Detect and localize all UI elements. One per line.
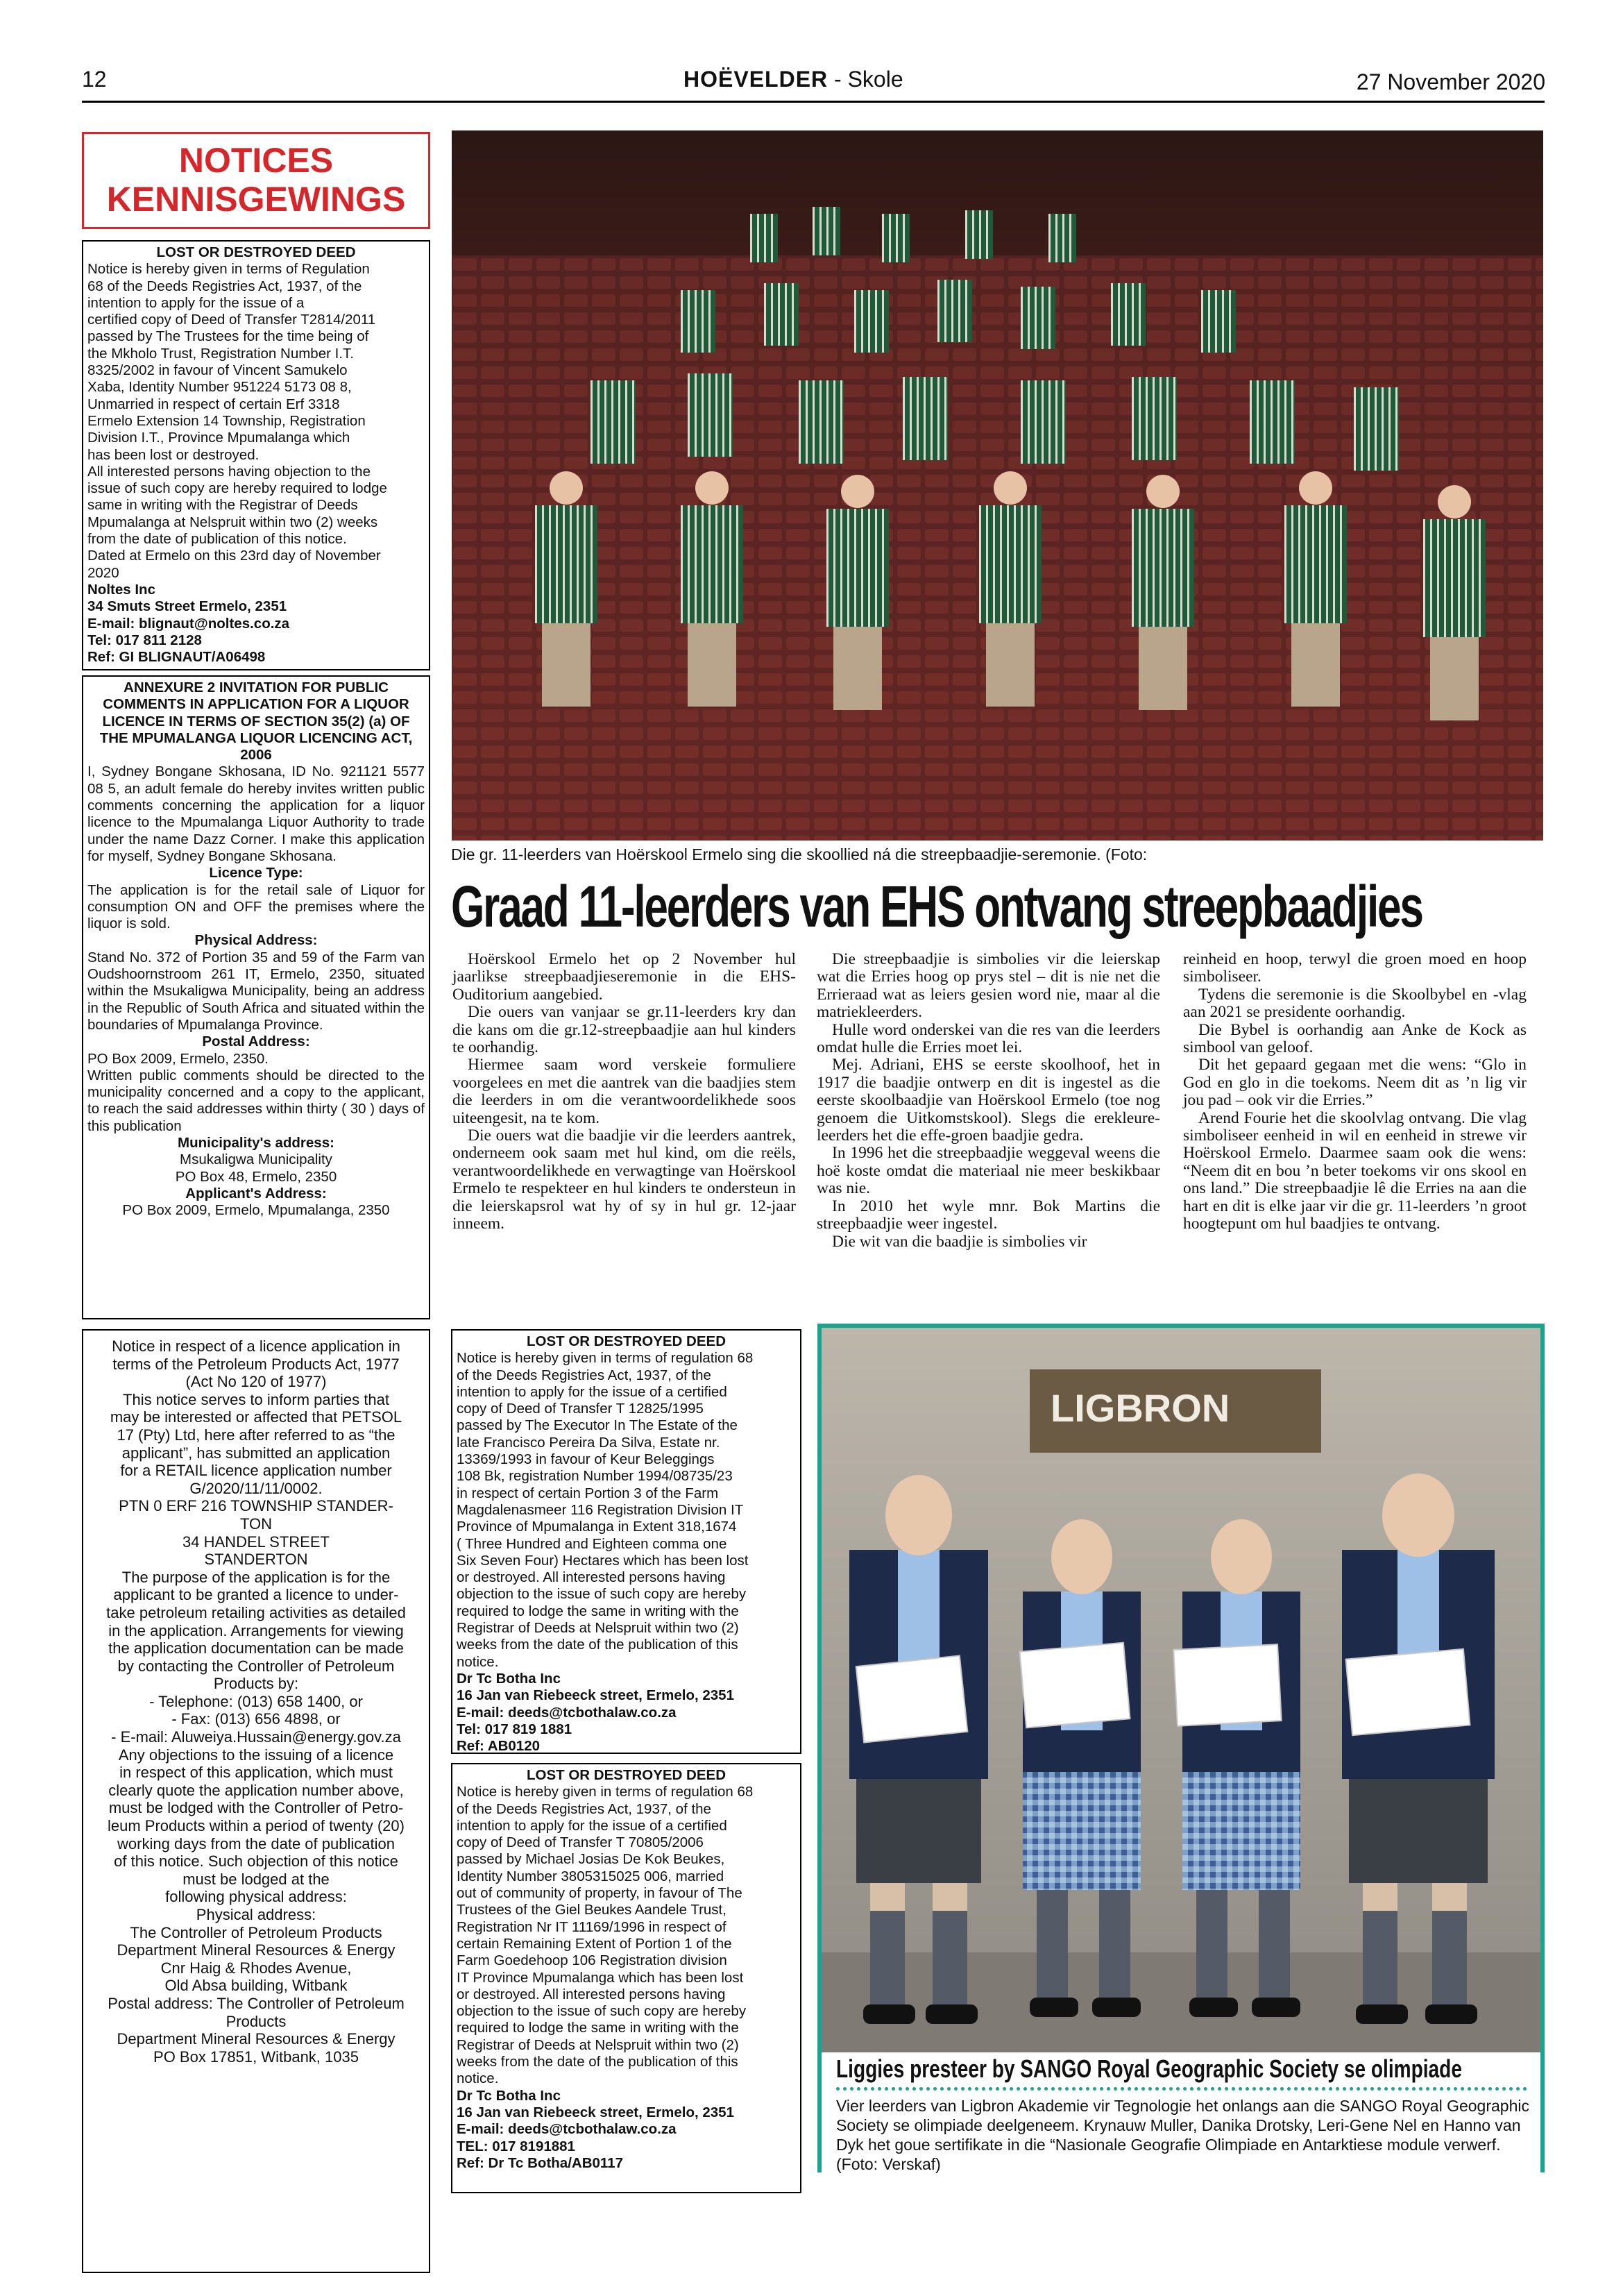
notice-line: terms of the Petroleum Products Act, 1977 [112,1355,400,1373]
contact-email: E-mail: deeds@tcbothalaw.co.za [457,1704,677,1721]
notice-line: Notice is hereby given in terms of Regulation [87,261,370,278]
notice-line: clearly quote the application number above, [108,1781,404,1799]
liquor-notice-title: ANNEXURE 2 INVITATION FOR PUBLIC COMMENTS IN APPLICATION FOR A LIQUOR LICENCE IN TERMS OF SECTION 35(2) (a) OF THE MPUMALANGA LIQUOR LICENCING ACT, 2006 [99,679,413,763]
notice-line: Physical address: [196,1906,316,1923]
contact-email: E-mail: deeds@tcbothalaw.co.za [457,2121,677,2138]
article-headline: Graad 11-leerders van EHS ontvang streepbaadjies [451,874,1422,939]
learners-photo [822,1328,1540,2052]
notice-line: Identity Number 3805315025 006, married [457,1868,724,1884]
notice-line: Magdalenasmeer 116 Registration Division IT [457,1501,744,1518]
notice-line: for a RETAIL licence application number [120,1462,392,1480]
article-paragraph: Tydens die seremonie is die Skoolbybel en -vlag aan 2021 se presidente oorhandig. [1183,985,1527,1022]
notice-line: from the date of publication of this notice. [87,531,347,548]
deed-notice-2 [451,1329,801,1754]
notice-line: ( Three Hundred and Eighteen comma one [457,1535,727,1552]
notice-line: Old Absa building, Witbank [164,1977,348,1995]
notice-line: 108 Bk, registration Number 1994/08735/23 [457,1468,733,1485]
notice-line: same in writing with the Registrar of Deeds [87,497,358,514]
petroleum-licence-notice [82,1329,430,2273]
notice-line: Registrar of Deeds at Nelspruit within two (2) [457,1620,739,1637]
deed-notice-3-title: LOST OR DESTROYED DEED [526,1767,726,1783]
notice-line: Notice is hereby given in terms of regulation 68 [457,1784,754,1800]
comments-instructions: Written public comments should be directed to the municipality concerned and a copy to the applicant, to reach the said addresses within thirty ( 30 ) days of this publication [87,1067,425,1134]
feature-headline: Liggies presteer by SANGO Royal Geographic Society se olimpiade [836,2054,1462,2083]
notice-line: Registration Nr IT 11169/1996 in respect of [457,1918,726,1935]
municipality-label: Municipality's address: [178,1135,334,1151]
notice-line: This notice serves to inform parties that [123,1390,389,1408]
notice-line: The purpose of the application is for the [121,1568,391,1586]
notice-line: of the Deeds Registries Act, 1937, of the [457,1800,711,1817]
notice-line: intention to apply for the issue of a [87,294,305,311]
notice-line: intention to apply for the issue of a certified [457,1383,727,1400]
masthead [683,67,903,92]
notice-line: - Fax: (013) 656 4898, or [171,1710,341,1728]
notice-line: in respect of certain Portion 3 of the Farm [457,1485,719,1501]
notice-line: passed by The Executor In The Estate of the [457,1417,738,1434]
notice-line: Farm Goedehoop 106 Registration division [457,1952,727,1969]
licence-type-label: Licence Type: [209,865,303,881]
feature-divider [836,2087,1527,2091]
notice-line: may be interested or affected that PETSOL [110,1408,402,1426]
notice-line: Xaba, Identity Number 951224 5173 08 8, [87,379,352,396]
deed-notice-1 [82,240,430,670]
notice-line: Products by: [213,1675,299,1693]
liquor-notice-intro: I, Sydney Bongane Skhosana, ID No. 921121 5577 08 5, an adult female do hereby invites written public comments concerning the application for a liquor licence to the Mpumalanga Liquor Authority to trade under the name Dazz Corner. I make this application for myself, Sydney Bongane Skhosana. [87,763,425,864]
notices-heading-en: NOTICES [178,141,334,180]
notice-line: must be lodged at the [182,1870,330,1888]
contact-line: TEL: 017 8191881 [457,2138,575,2154]
notice-line: certified copy of Deed of Transfer T2814/2011 [87,312,376,328]
notice-line: Six Seven Four) Hectares which has been lost [457,1552,749,1569]
notice-line: Ermelo Extension 14 Township, Registration [87,412,366,429]
petroleum-notice-body [89,1337,423,2066]
article-paragraph: Die Bybel is oorhandig aan Anke de Kock as simbool van geloof. [1183,1020,1527,1057]
article-column-1 [452,951,796,1233]
notice-line: 17 (Pty) Ltd, here after referred to as “the [117,1426,396,1444]
notice-line: required to lodge the same in writing with the [457,2020,739,2036]
licence-type: The application is for the retail sale of Liquor for consumption ON and OFF the premises where the liquor is sold. [87,881,425,932]
notice-line: Registrar of Deeds at Nelspruit within two (2) [457,2036,739,2053]
article-paragraph: Die ouers van vanjaar se gr.11-leerders kry dan die kans om die gr.12-streepbaadjie aan hul kinders te oorhandig. [452,1003,796,1057]
article-paragraph: Hulle word onderskei van die res van die leerders omdat hulle die Erries moet lei. [817,1020,1160,1057]
notice-line: applicant”, has submitted an application [121,1444,391,1462]
physical-address: Stand No. 372 of Portion 35 and 59 of the Farm van Oudshoornstroom 261 IT, Ermelo, 2350, situated within the Msukaligwa Municipality, being an address in the Republic of South Africa and situated within the boundaries of Mpumalanga Province. [87,949,425,1033]
notice-line: The Controller of Petroleum Products [130,1923,382,1941]
deed-notice-3 [451,1763,801,2193]
ligbron-sign-text: LIGBRON [1051,1386,1230,1430]
notice-line: certain Remaining Extent of Portion 1 of the [457,1935,732,1952]
notice-line: Any objections to the issuing of a licence [118,1746,394,1764]
notice-line: Products [226,2012,287,2030]
contact-line: Tel: 017 819 1881 [457,1721,572,1737]
municipality-line: Msukaligwa Municipality [180,1151,332,1168]
notice-line: or destroyed. All interested persons having [457,1986,726,2002]
article-paragraph: Die streepbaadjie is simbolies vir die leierskap wat die Erries hoog op prys stel – dit is nie net die Errieraad wat as leiers gesien word nie, maar al die matriekleerders. [817,950,1160,1022]
issue-date: 27 November 2020 [1356,69,1545,94]
notice-line: must be lodged with the Controller of Petro- [108,1799,404,1817]
notice-line: by contacting the Controller of Petroleum [117,1657,395,1675]
notice-line: 13369/1993 in favour of Keur Beleggings [457,1451,715,1468]
notice-line: applicant to be granted a licence to under- [113,1586,399,1604]
notice-line: IT Province Mpumalanga which has been lost [457,1969,744,1986]
notice-line: issue of such copy are hereby required to lodge [87,480,387,497]
contact-line: Ref: Dr Tc Botha/AB0117 [457,2154,623,2171]
notice-line: weeks from the date of the publication of this [457,2054,738,2070]
contact-line: Tel: 017 811 2128 [87,632,202,648]
article-paragraph: Die wit van die baadjie is simbolies vir [832,1232,1087,1251]
notice-line: PO Box 17851, Witbank, 1035 [153,2048,359,2066]
notice-line: Notice is hereby given in terms of regulation 68 [457,1350,754,1367]
contact-line: 34 Smuts Street Ermelo, 2351 [87,598,287,615]
article-paragraph: In 2010 het wyle mnr. Bok Martins die streepbaadjie weer ingestel. [817,1197,1160,1233]
notice-line: STANDERTON [204,1551,308,1569]
notice-line: the application documentation can be made [108,1639,404,1657]
notice-line: - Telephone: (013) 658 1400, or [149,1692,363,1710]
masthead-section: - Skole [828,67,903,92]
contact-email: E-mail: blignaut@noltes.co.za [87,615,290,632]
notice-line: working days from the date of publication [117,1834,395,1852]
notice-line: 2020 [87,564,119,581]
notice-line: following physical address: [165,1888,347,1906]
notice-line: - E-mail: Aluweiya.Hussain@energy.gov.za [111,1728,401,1746]
notice-line: Postal address: The Controller of Petroleum [108,1994,405,2012]
notice-line: 68 of the Deeds Registries Act, 1937, of the [87,278,362,294]
notice-line: passed by The Trustees for the time being of [87,328,369,345]
notice-line: out of community of property, in favour of The [457,1885,742,1902]
article-paragraph: Mej. Adriani, EHS se eerste skoolhoof, het in 1917 die baadjie ontwerp en dit is ingestel as die eerste skoolbaadjie van Hoërskool Ermelo (toe nog genoem die Uitkomstskool). Slegs die erekleure-leerders het die effe-groen baadjie gedra. [817,1056,1160,1145]
notices-heading [82,132,430,229]
deed-notice-1-title: LOST OR DESTROYED DEED [156,244,356,260]
notice-line: TON [239,1514,273,1533]
notice-line: take petroleum retailing activities as detailed [106,1603,406,1621]
notice-line: Dated at Ermelo on this 23rd day of November [87,548,381,564]
notice-line: (Act No 120 of 1977) [185,1373,327,1391]
notice-line: 8325/2002 in favour of Vincent Samukelo [87,362,348,379]
contact-line: Ref: GI BLIGNAUT/A06498 [87,649,266,666]
page-number: 12 [82,67,107,92]
notice-line: Province of Mpumalanga in Extent 318,1674 [457,1519,737,1535]
notices-heading-af: KENNISGEWINGS [106,180,406,219]
physical-address-label: Physical Address: [194,932,318,949]
notice-line: Mpumalanga at Nelspruit within two (2) weeks [87,514,378,530]
contact-line: Ref: AB0120 [457,1738,541,1755]
contact-line: 16 Jan van Riebeeck street, Ermelo, 2351 [457,1687,734,1704]
article-column-3 [1183,951,1527,1233]
applicant-address: PO Box 2009, Ermelo, Mpumalanga, 2350 [122,1202,390,1219]
header-rule [82,101,1545,103]
article-paragraph: Die ouers wat die baadjie vir die leerders aantrek, onderneem ook saam met hul kind, om die reëls, verantwoordelikhede en verwagtinge van Hoërskool Ermelo te respekteer en hul kinders te ondersteun in die leierskapsrol wat hy of sy in hul gr. 12-jaar inneem. [452,1126,796,1233]
notice-line: All interested persons having objection to the [87,463,371,480]
article-paragraph: Arend Fourie het die skoolvlag ontvang. Die vlag simboliseer eenheid in wil en eenheid in strewe vir Hoërskool Ermelo. Daarmee saam ook die wens: “Neem dit en bou ’n beter toekoms vir ons skool en ons land.” Die streepbaadjie lê die Erries na aan die hart en dit is elke jaar vir die gr. 11-leerders ’n groot hoogtepunt om hul baadjies te ontvang. [1183,1108,1527,1233]
applicant-label: Applicant's Address: [185,1185,327,1201]
notice-line: of the Deeds Registries Act, 1937, of the [457,1367,711,1383]
ceremony-photo-caption: Die gr. 11-leerders van Hoërskool Ermelo sing die skoollied ná die streepbaadjie-seremonie. (Foto: [451,845,1148,863]
notice-line: Department Mineral Resources & Energy [117,1941,396,1959]
article-column-2 [817,951,1160,1251]
article-paragraph: reinheid en hoop, terwyl die groen moed en hoop simboliseer. [1183,950,1527,986]
notice-line: intention to apply for the issue of a certified [457,1817,727,1834]
masthead-title: HOËVELDER [683,67,829,92]
notice-line: required to lodge the same in writing with the [457,1603,739,1619]
notice-line: copy of Deed of Transfer T 70805/2006 [457,1834,704,1851]
notice-line: G/2020/11/11/0002. [189,1479,323,1497]
notice-line: objection to the issue of such copy are hereby [457,2003,747,2020]
notice-line: has been lost or destroyed. [87,446,260,463]
notice-line: in respect of this application, which must [119,1764,393,1782]
article-paragraph: Hiermee saam word verskeie formuliere voorgelees en met die aantrek van die baadjies stem die leerders in om die verantwoordelikhede soos uiteengesit, na te kom. [452,1056,796,1127]
notice-line: objection to the issue of such copy are hereby [457,1586,747,1603]
notice-line: Trustees of the Giel Beukes Aandele Trust, [457,1902,726,1918]
notice-line: the Mkholo Trust, Registration Number I.T. [87,345,354,362]
notice-line: Unmarried in respect of certain Erf 3318 [87,396,340,412]
notice-line: in the application. Arrangements for viewing [108,1621,404,1639]
postal-address: PO Box 2009, Ermelo, 2350. [87,1050,269,1067]
notice-line: late Francisco Pereira Da Silva, Estate nr. [457,1434,720,1451]
notice-line: or destroyed. All interested persons having [457,1569,726,1586]
article-paragraph: In 1996 het die streepbaadjie weggeval weens die hoë koste omdat die materiaal nie meer beskikbaar was nie. [817,1144,1160,1198]
contact-line: Dr Tc Botha Inc [457,1670,561,1687]
notice-line: passed by Michael Josias De Kok Beukes, [457,1851,725,1868]
feature-caption: Vier leerders van Ligbron Akademie vir Tegnologie het onlangs aan die SANGO Royal Geographic Society se olimpiade deelgeneem. Krynauw Muller, Danika Drotsky, Leri-Gene Nel en Hanno van Dyk het goue sertifikate in die “Nasionale Geografie Olimpiade en Antarktiese module verwerf. (Foto: Verskaf) [836,2097,1529,2173]
postal-address-label: Postal Address: [202,1033,310,1050]
notice-line: Notice in respect of a licence application in [112,1337,400,1355]
article-paragraph: Dit het gepaard gegaan met die wens: “Glo in God en glo in die toekoms. Neem dit as ’n lig vir jou pad – ook vir die Erries.” [1183,1056,1527,1110]
ceremony-photo [452,130,1543,841]
notice-line: notice. [457,2070,499,2087]
notice-line: Division I.T., Province Mpumalanga which [87,430,350,446]
notice-line: copy of Deed of Transfer T 12825/1995 [457,1401,704,1417]
notice-line: Cnr Haig & Rhodes Avenue, [160,1959,352,1977]
notice-line: weeks from the date of the publication of this [457,1637,738,1653]
notice-line: leum Products within a period of twenty (20) [108,1817,405,1835]
contact-line: Dr Tc Botha Inc [457,2087,561,2104]
municipality-line: PO Box 48, Ermelo, 2350 [175,1168,337,1185]
article-paragraph: Hoërskool Ermelo het op 2 November hul jaarlikse streepbaadjieseremonie in die EHS-Ouditorium aangebied. [452,950,796,1004]
contact-line: Noltes Inc [87,581,155,598]
deed-notice-2-title: LOST OR DESTROYED DEED [526,1333,726,1349]
notice-line: Department Mineral Resources & Energy [117,2030,396,2048]
deed-notice-1-body [87,261,425,666]
notice-line: PTN 0 ERF 216 TOWNSHIP STANDER- [119,1497,393,1515]
contact-line: 16 Jan van Riebeeck street, Ermelo, 2351 [457,2104,734,2120]
notice-line: 34 HANDEL STREET [182,1533,330,1551]
notice-line: notice. [457,1653,499,1670]
notice-line: of this notice. Such objection of this notice [114,1852,398,1871]
liquor-licence-notice [82,675,430,1319]
